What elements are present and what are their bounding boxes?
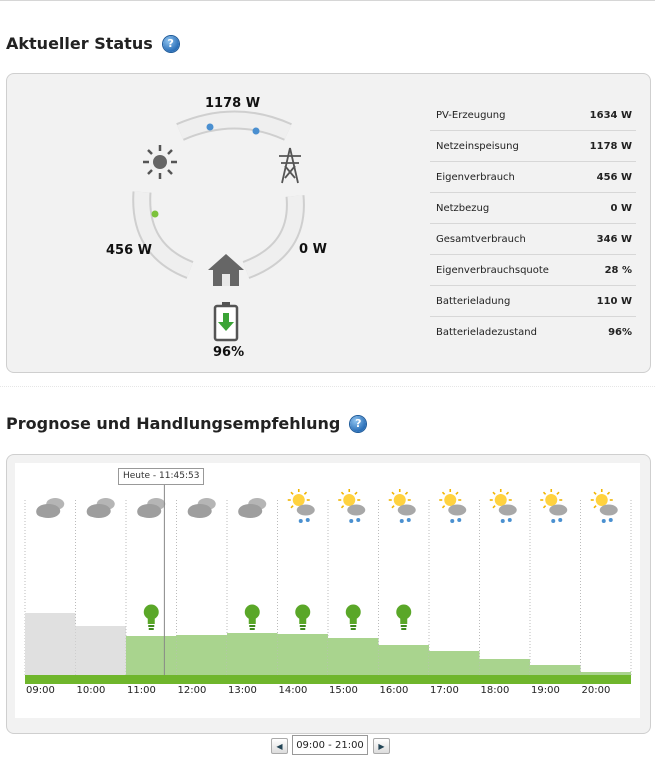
time-label: 19:00 — [531, 685, 560, 696]
stat-label: Netzbezug — [436, 202, 490, 214]
forecast-bar — [126, 636, 177, 675]
forecast-bar — [278, 634, 329, 675]
sun-rain-icon — [490, 489, 517, 523]
stat-value: 110 W — [596, 295, 632, 307]
forecast-bar — [177, 635, 228, 675]
forecast-bar — [429, 651, 480, 675]
cloud-icon — [238, 498, 266, 518]
cloud-icon — [36, 498, 64, 518]
time-label: 10:00 — [76, 685, 106, 696]
stat-value: 1178 W — [589, 140, 632, 152]
stat-value: 456 W — [596, 171, 632, 183]
battery-charge-value: 96% — [213, 345, 245, 360]
forecast-bar — [581, 672, 632, 675]
time-label: 16:00 — [379, 685, 409, 696]
time-label: 09:00 — [26, 685, 55, 696]
sun-rain-icon — [439, 489, 466, 523]
forecast-title-text: Prognose und Handlungsempfehlung — [6, 414, 341, 433]
stat-label: Gesamtverbrauch — [436, 233, 526, 245]
time-label: 17:00 — [430, 685, 459, 696]
forecast-bar — [328, 638, 379, 675]
help-icon[interactable]: ? — [163, 36, 179, 52]
cloud-icon — [188, 498, 216, 518]
stat-label: Batterieladung — [436, 295, 511, 307]
time-range-display: 09:00 - 21:00 — [292, 735, 368, 755]
timeline-baseline — [25, 675, 631, 684]
lightbulb-icon — [396, 605, 411, 631]
time-label: 18:00 — [480, 685, 510, 696]
stat-label: PV-Erzeugung — [436, 109, 506, 121]
help-icon[interactable]: ? — [350, 416, 366, 432]
forecast-bar — [227, 633, 278, 675]
forecast-bar — [379, 645, 430, 675]
sun-rain-icon — [288, 489, 315, 523]
current-time-tooltip: Heute - 11:45:53 — [118, 468, 204, 485]
time-label: 15:00 — [329, 685, 358, 696]
stat-value: 346 W — [596, 233, 632, 245]
lightbulb-icon — [144, 605, 159, 631]
next-range-button[interactable]: ▶ — [373, 738, 390, 754]
time-label: 13:00 — [228, 685, 257, 696]
time-label: 20:00 — [581, 685, 611, 696]
time-label: 14:00 — [278, 685, 308, 696]
stat-value: 1634 W — [589, 109, 632, 121]
self-consumption-value: 456 W — [106, 243, 153, 258]
grid-feed-value: 1178 W — [205, 96, 261, 111]
prev-range-button[interactable]: ◀ — [271, 738, 288, 754]
stat-label: Eigenverbrauchsquote — [436, 264, 549, 276]
stat-value: 28 % — [604, 264, 632, 276]
forecast-bar — [530, 665, 581, 675]
cloud-icon — [137, 498, 165, 518]
stat-label: Netzeinspeisung — [436, 140, 519, 152]
stat-value: 96% — [608, 326, 632, 338]
time-label: 11:00 — [127, 685, 156, 696]
forecast-bar — [480, 659, 531, 675]
forecast-bar — [76, 626, 127, 675]
status-title-text: Aktueller Status — [6, 34, 153, 53]
sun-rain-icon — [540, 489, 567, 523]
stat-value: 0 W — [610, 202, 632, 214]
time-label: 12:00 — [177, 685, 207, 696]
cloud-icon — [87, 498, 115, 518]
stat-label: Eigenverbrauch — [436, 171, 515, 183]
sun-rain-icon — [389, 489, 416, 523]
grid-draw-value: 0 W — [299, 242, 327, 257]
lightbulb-icon — [295, 605, 310, 631]
lightbulb-icon — [346, 605, 361, 631]
stat-label: Batterieladezustand — [436, 326, 537, 338]
sun-rain-icon — [338, 489, 365, 523]
forecast-bar — [25, 613, 76, 675]
sun-rain-icon — [591, 489, 618, 523]
lightbulb-icon — [245, 605, 260, 631]
